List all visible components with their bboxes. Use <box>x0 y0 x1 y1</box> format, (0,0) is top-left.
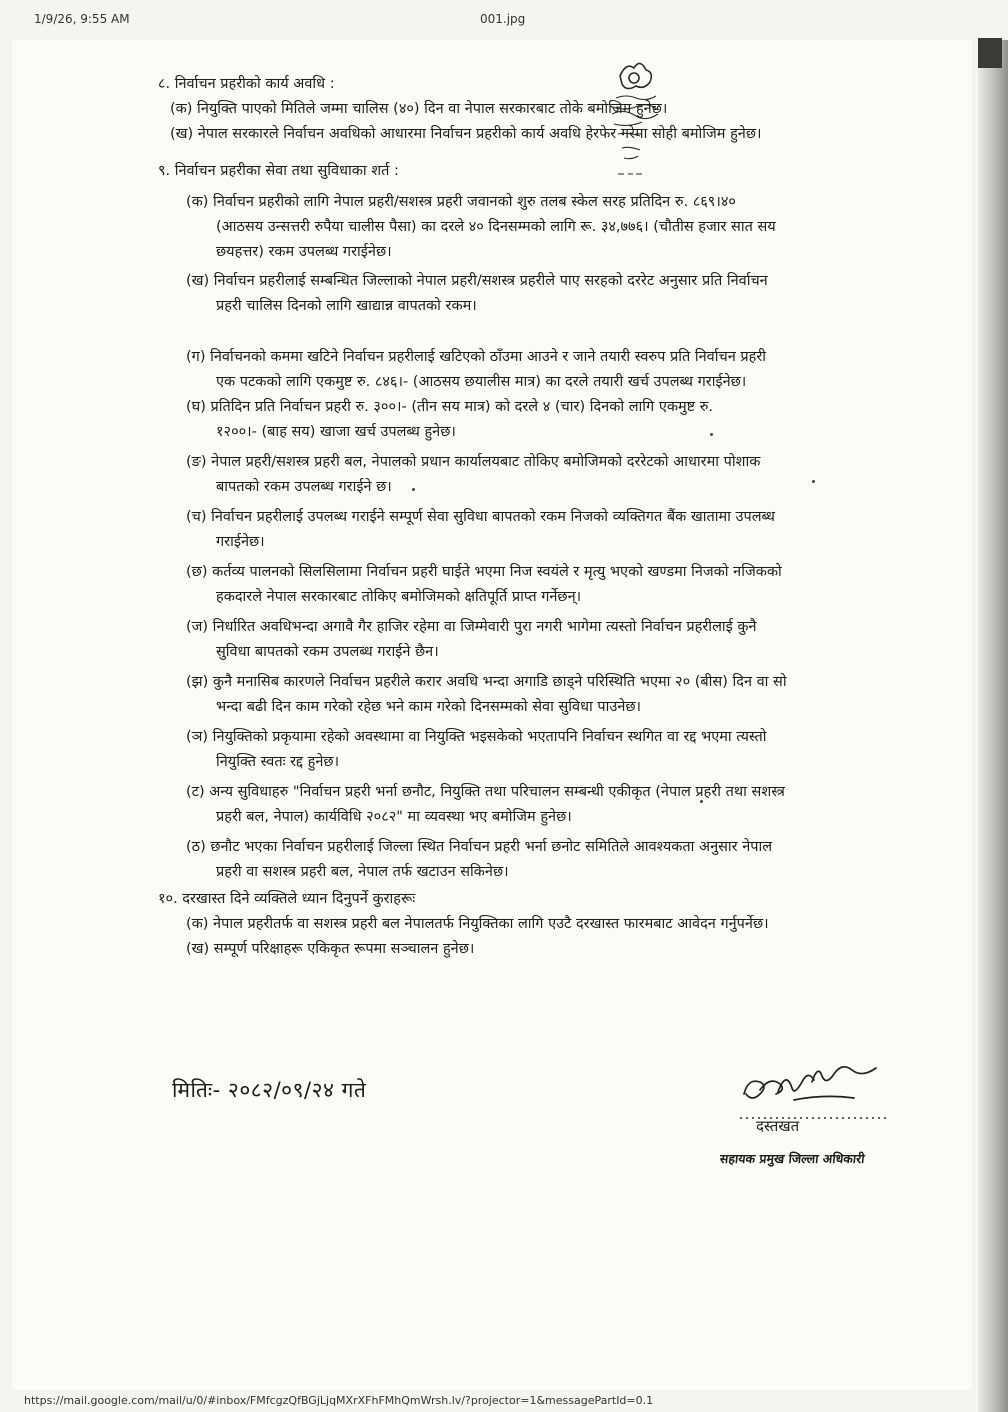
section-item: (ख) निर्वाचन प्रहरीलाई सम्बन्धित जिल्लाको नेपाल प्रहरी/सशस्त्र प्रहरीले पाए सरहको दररेट अनुसार प्रति निर्वाचन <box>186 273 768 289</box>
section-item-continued: गराईनेछ। <box>216 534 265 550</box>
section-heading: १०. दरखास्त दिने व्यक्तिले ध्यान दिनुपर्ने कुराहरूः <box>158 891 416 907</box>
section-item-continued: (आठसय उन्सत्तरी रुपैया चालीस पैसा) का दरले ४० दिनसम्मको लागि रू. ३४,७७६। (चौतीस हजार सात सय <box>216 219 776 235</box>
section-item: (छ) कर्तव्य पालनको सिलसिलामा निर्वाचन प्रहरी घाईते भएमा निज स्वयंले र मृत्यु भएको खण्डमा निजको नजिकको <box>186 564 782 580</box>
section-item: (ठ) छनौट भएका निर्वाचन प्रहरीलाई जिल्ला स्थित निर्वाचन प्रहरी भर्ना छनोट समितिले आवश्यकता अनुसार नेपाल <box>186 839 773 855</box>
section-item-continued: भन्दा बढी दिन काम गरेको रहेछ भने काम गरेको दिनसम्मको सेवा सुविधा पाउनेछ। <box>216 699 642 715</box>
scan-right-edge <box>978 40 1008 1412</box>
scan-speck <box>412 488 415 491</box>
section-item-continued: १२००।- (बाह सय) खाजा खर्च उपलब्ध हुनेछ। <box>216 424 456 440</box>
section-item-continued: बापतको रकम उपलब्ध गराईने छ। <box>216 479 392 495</box>
section-item-continued: प्रहरी बल, नेपाल) कार्यविधि २०८२" मा व्यवस्था भए बमोजिम हुनेछ। <box>216 809 572 825</box>
scan-speck <box>700 800 703 803</box>
document-page <box>12 40 972 1390</box>
section-item-continued: प्रहरी चालिस दिनको लागि खाद्यान्न वापतको रकम। <box>216 298 477 314</box>
section-item-continued: एक पटकको लागि एकमुष्ट रु. ८४६।- (आठसय छयालीस मात्र) का दरले तयारी खर्च उपलब्ध गराईनेछ। <box>216 374 747 390</box>
section-item: (ञ) नियुक्तिको प्रकृयामा रहेको अवस्थामा वा नियुक्ति भइसकेको भएतापनि निर्वाचन स्थगित वा रद्द भएमा त्यस्तो <box>186 729 767 745</box>
print-header <box>0 12 1008 34</box>
section-item-continued: नियुक्ति स्वतः रद्द हुनेछ। <box>216 754 340 770</box>
section-item: (क) निर्वाचन प्रहरीको लागि नेपाल प्रहरी/सशस्त्र प्रहरी जवानको शुरु तलब स्केल सरह प्रतिदिन रु. ८६९।४० <box>186 194 736 210</box>
section-item: (ट) अन्य सुविधाहरु "निर्वाचन प्रहरी भर्ना छनौट, नियुक्ति तथा परिचालन सम्बन्धी एकीकृत (नेपाल प्रहरी तथा सशस्त्र <box>186 784 785 800</box>
print-footer-url: https://mail.google.com/mail/u/0/#inbox/FMfcgzQfBGjLjqMXrXFhFMhQmWrsh.lv/?projector=1&messagePartId=0.1 <box>24 1394 654 1407</box>
print-datetime: 1/9/26, 9:55 AM <box>34 12 130 26</box>
scan-speck <box>710 433 713 436</box>
section-item-continued: छयहत्तर) रकम उपलब्ध गराईनेछ। <box>216 244 392 260</box>
section-heading: ८. निर्वाचन प्रहरीको कार्य अवधि : <box>158 76 335 92</box>
section-item: (ख) नेपाल सरकारले निर्वाचन अवधिको आधारमा निर्वाचन प्रहरीको कार्य अवधि हेरफेर गरेमा सोही बमोजिम हुनेछ। <box>170 126 762 142</box>
section-item: (ग) निर्वाचनको कममा खटिने निर्वाचन प्रहरीलाई खटिएको ठाँउमा आउने र जाने तयारी स्वरुप प्रति निर्वाचन प्रहरी <box>186 349 767 365</box>
section-item: (ख) सम्पूर्ण परिक्षाहरू एकिकृत रूपमा सञ्चालन हुनेछ। <box>186 941 475 957</box>
section-item: (ज) निर्धारित अवधिभन्दा अगावै गैर हाजिर रहेमा वा जिम्मेवारी पुरा नगरी भागेमा त्यस्तो निर्वाचन प्रहरीलाई कुनै <box>186 619 757 635</box>
section-item: (च) निर्वाचन प्रहरीलाई उपलब्ध गराईने सम्पूर्ण सेवा सुविधा बापतको रकम निजको व्यक्तिगत बैंक खातामा उपलब्ध <box>186 509 775 525</box>
section-item: (घ) प्रतिदिन प्रति निर्वाचन प्रहरी रु. ३००।- (तीन सय मात्र) को दरले ४ (चार) दिनको लागि एकमुष्ट रु. <box>186 399 714 415</box>
section-item: (ङ) नेपाल प्रहरी/सशस्त्र प्रहरी बल, नेपालको प्रधान कार्यालयबाट तोकिए बमोजिमको दररेटको आधारमा पोशाक <box>186 454 761 470</box>
print-filename: 001.jpg <box>480 12 526 26</box>
section-item: (क) नियुक्ति पाएको मितिले जम्मा चालिस (४०) दिन वा नेपाल सरकारबाट तोके बमोजिम हुनेछ। <box>170 101 668 117</box>
scan-edge-mark <box>978 38 1002 68</box>
signature-title: दस्तखत <box>756 1117 800 1135</box>
section-heading: ९. निर्वाचन प्रहरीका सेवा तथा सुविधाका शर्त : <box>158 163 399 179</box>
section-item-continued: सुविधा बापतको रकम उपलब्ध गराईने छैन। <box>216 644 439 660</box>
section-item: (झ) कुनै मनासिब कारणले निर्वाचन प्रहरीले करार अवधि भन्दा अगाडि छाड्ने परिस्थिति भएमा २० (बीस) दिन वा सो <box>186 674 787 690</box>
scan-speck <box>812 480 815 483</box>
document-body <box>158 70 958 962</box>
document-date: मितिः- २०८२/०९/२४ गते <box>172 1078 367 1102</box>
signature-designation: सहायक प्रमुख जिल्ला अधिकारी <box>719 1151 866 1166</box>
section-item: (क) नेपाल प्रहरीतर्फ वा सशस्त्र प्रहरी बल नेपालतर्फ नियुक्तिका लागि एउटै दरखास्त फारमबाट आवेदन गर्नुपर्नेछ। <box>186 916 769 932</box>
section-item-continued: प्रहरी वा सशस्त्र प्रहरी बल, नेपाल तर्फ खटाउन सकिनेछ। <box>216 864 509 880</box>
section-item-continued: हकदारले नेपाल सरकारबाट तोकिए बमोजिमको क्षतिपूर्ति प्राप्त गर्नेछन्। <box>216 589 582 605</box>
